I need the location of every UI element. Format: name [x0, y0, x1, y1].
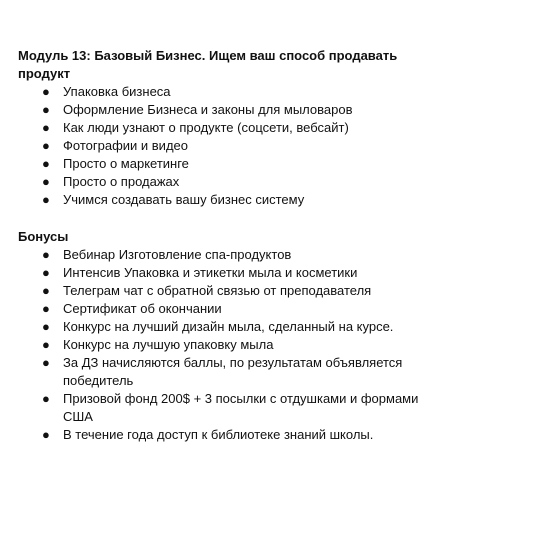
- bonuses-title: Бонусы: [18, 229, 69, 244]
- bullet-icon: ●: [42, 84, 50, 99]
- list-item: [18, 426, 438, 444]
- list-item: [18, 282, 438, 300]
- bullet-icon: ●: [42, 138, 50, 153]
- bullet-icon: ●: [42, 156, 50, 171]
- list-item-text: Упаковка бизнеса: [63, 84, 171, 99]
- list-item: [18, 83, 438, 101]
- module-title: Модуль 13: Базовый Бизнес. Ищем ваш способ продавать продукт: [18, 48, 398, 81]
- list-item-text: Интенсив Упаковка и этикетки мыла и косметики: [63, 265, 358, 280]
- bullet-icon: ●: [42, 319, 50, 334]
- list-item: [18, 390, 438, 426]
- list-item: [18, 336, 438, 354]
- list-item: [18, 137, 438, 155]
- list-item: [18, 264, 438, 282]
- bullet-icon: ●: [42, 102, 50, 117]
- bullet-icon: ●: [42, 265, 50, 280]
- bullet-icon: ●: [42, 174, 50, 189]
- list-item-text: Фотографии и видео: [63, 138, 188, 153]
- list-item: [18, 300, 438, 318]
- list-item-text: Конкурс на лучшую упаковку мыла: [63, 337, 274, 352]
- bonuses-section: [18, 228, 438, 444]
- bullet-icon: ●: [42, 192, 50, 207]
- bullet-icon: ●: [42, 301, 50, 316]
- list-item: [18, 191, 438, 209]
- list-item-text: За ДЗ начисляются баллы, по результатам объявляется победитель: [63, 355, 403, 388]
- list-item-text: В течение года доступ к библиотеке знаний школы.: [63, 427, 374, 442]
- list-item-text: Вебинар Изготовление спа-продуктов: [63, 247, 292, 262]
- list-item: [18, 318, 438, 336]
- list-item-text: Сертификат об окончании: [63, 301, 222, 316]
- bullet-icon: ●: [42, 120, 50, 135]
- module-topics-list: [18, 83, 438, 209]
- list-item: [18, 354, 438, 390]
- document: [18, 47, 438, 444]
- list-item: [18, 155, 438, 173]
- bonuses-list: [18, 246, 438, 444]
- bullet-icon: ●: [42, 283, 50, 298]
- list-item: [18, 246, 438, 264]
- list-item: [18, 119, 438, 137]
- list-item: [18, 173, 438, 191]
- list-item-text: Призовой фонд 200$ + 3 посылки с отдушками и формами США: [63, 391, 419, 424]
- list-item-text: Как люди узнают о продукте (соцсети, вебсайт): [63, 120, 349, 135]
- list-item-text: Просто о маркетинге: [63, 156, 189, 171]
- list-item-text: Оформление Бизнеса и законы для мыловаров: [63, 102, 353, 117]
- list-item-text: Конкурс на лучший дизайн мыла, сделанный на курсе.: [63, 319, 394, 334]
- bullet-icon: ●: [42, 391, 50, 406]
- list-item-text: Учимся создавать вашу бизнес систему: [63, 192, 305, 207]
- bullet-icon: ●: [42, 247, 50, 262]
- bullet-icon: ●: [42, 337, 50, 352]
- list-item-text: Телеграм чат с обратной связью от преподавателя: [63, 283, 372, 298]
- list-item: [18, 101, 438, 119]
- bullet-icon: ●: [42, 355, 50, 370]
- bullet-icon: ●: [42, 427, 50, 442]
- list-item-text: Просто о продажах: [63, 174, 180, 189]
